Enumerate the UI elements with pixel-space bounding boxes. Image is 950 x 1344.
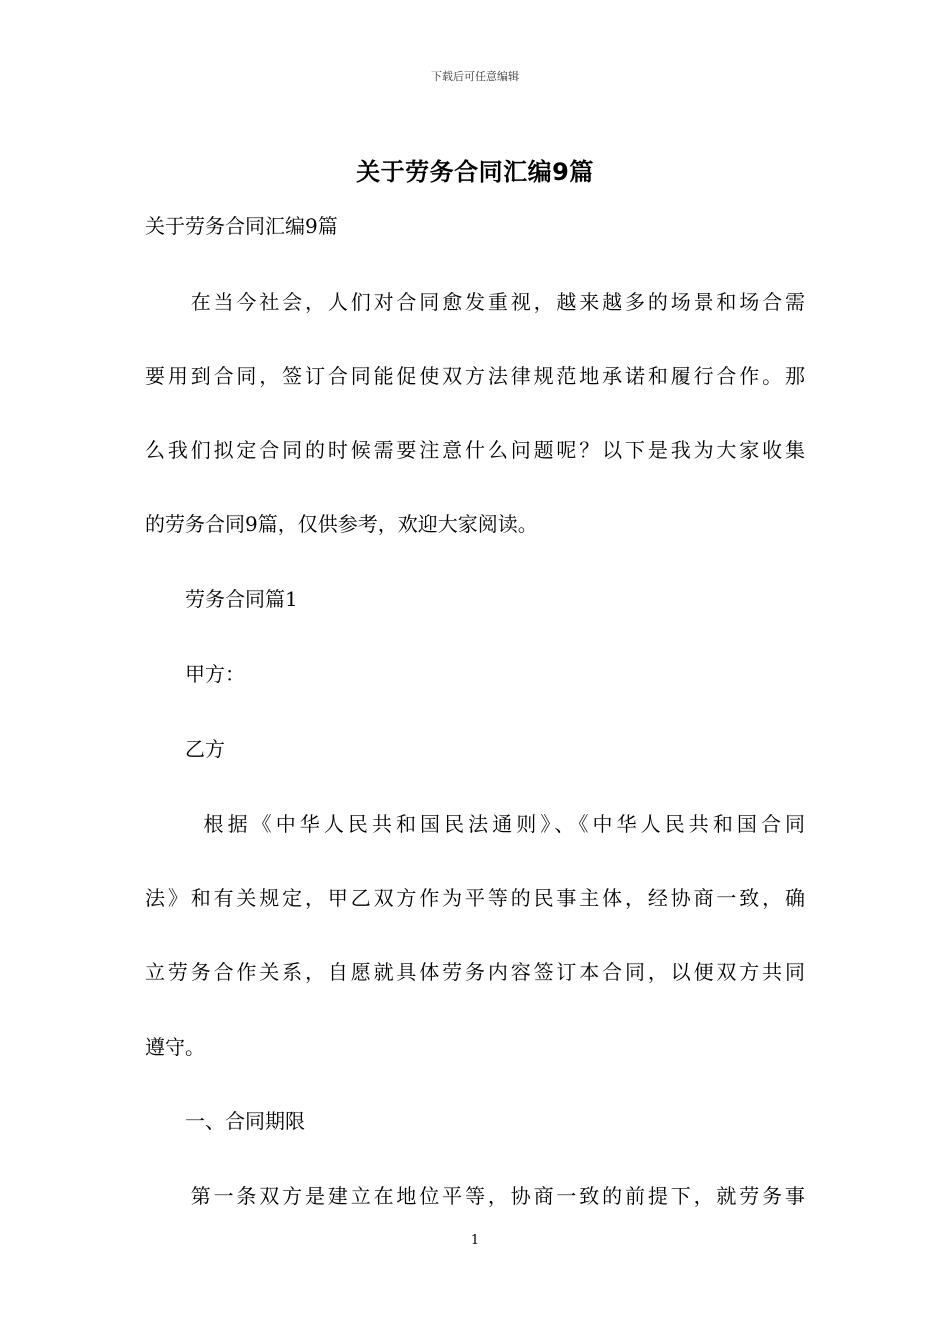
text-line: 甲方： — [145, 662, 245, 686]
document-title: 关于劳务合同汇编9篇 — [356, 158, 594, 186]
text-line: 关于劳务合同汇编9篇 — [145, 214, 338, 238]
text-line: 的劳务合同9篇，仅供参考，欢迎大家阅读。 — [145, 512, 538, 536]
text-line: 根据《中华人民共和国民法通则》、《中华人民共和国合同 — [145, 812, 805, 836]
text-line: 在当今社会，人们对合同愈发重视，越来越多的场景和场合需 — [145, 290, 805, 314]
header-note: 下载后可任意编辑 — [431, 70, 519, 83]
text-line: 乙方 — [145, 737, 225, 761]
text-line: 遵守。 — [145, 1035, 205, 1059]
text-line: 么我们拟定合同的时候需要注意什么问题呢？以下是我为大家收集 — [145, 438, 805, 462]
text-line: 第一条双方是建立在地位平等，协商一致的前提下，就劳务事 — [145, 1184, 805, 1208]
section-heading: 劳务合同篇1 — [145, 587, 298, 611]
page-number: 1 — [470, 1233, 480, 1248]
section-heading: 一、合同期限 — [145, 1109, 305, 1133]
text-line: 立劳务合作关系，自愿就具体劳务内容签订本合同，以便双方共同 — [145, 960, 805, 984]
text-line: 要用到合同，签订合同能促使双方法律规范地承诺和履行合作。那 — [145, 364, 805, 388]
text-line: 法》和有关规定，甲乙双方作为平等的民事主体，经协商一致，确 — [145, 886, 805, 910]
